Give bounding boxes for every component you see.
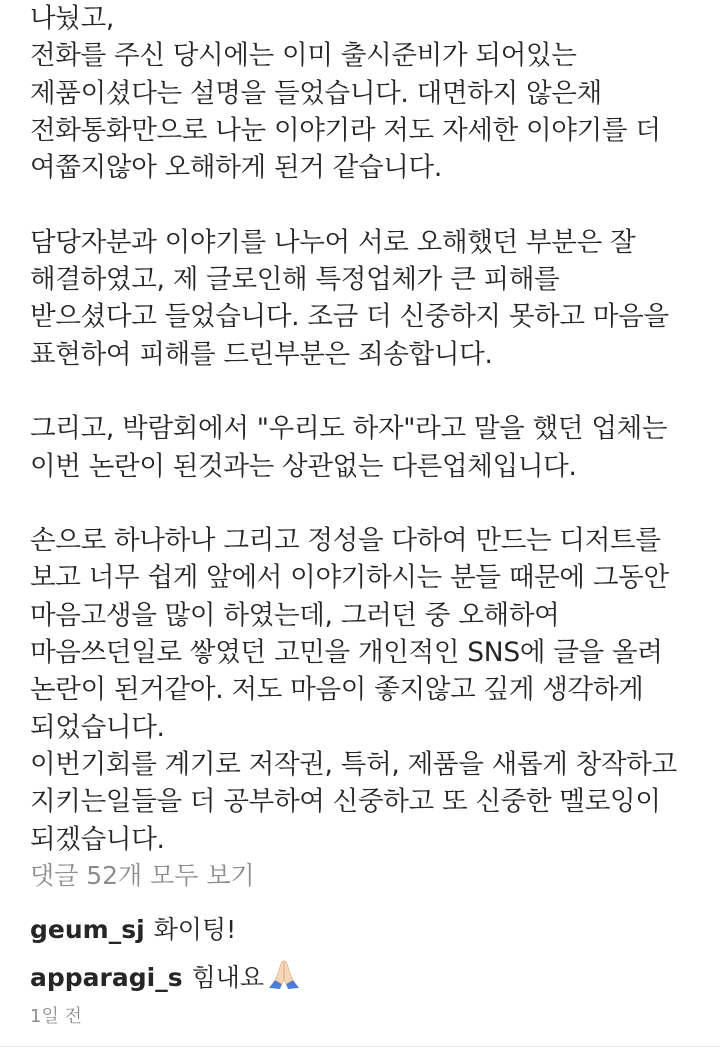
caption-blank-line xyxy=(30,485,710,522)
caption-line: 받으셨다고 들었습니다. 조금 더 신중하지 못하고 마음을 xyxy=(30,301,669,333)
post-timestamp: 1일 전 xyxy=(30,1006,82,1027)
caption-line: 지키는일들을 더 공부하여 신중하고 또 신중한 멜로잉이 xyxy=(30,786,661,818)
caption-line: 마음쓰던일로 쌓였던 고민을 개인적인 SNS에 글을 올려 xyxy=(30,637,663,669)
caption-line: 해결하였고, 제 글로인해 특정업체가 큰 피해를 xyxy=(30,264,560,296)
comment-username[interactable]: geum_sj xyxy=(30,915,145,944)
caption-line: 되었습니다. xyxy=(30,711,165,743)
comment-text: 힘내요 xyxy=(191,963,265,992)
caption-line: 논란이 된거같아. 저도 마음이 좋지않고 깊게 생각하게 xyxy=(30,674,644,706)
comment xyxy=(30,912,236,948)
divider xyxy=(0,1046,720,1047)
caption-line: 마음고생을 많이 하였는데, 그러던 중 오해하여 xyxy=(30,599,560,631)
caption-line: 되겠습니다. xyxy=(30,823,165,855)
caption-line: 그리고, 박람회에서 "우리도 하자"라고 말을 했던 업체는 xyxy=(30,413,668,445)
caption-line: 보고 너무 쉽게 앞에서 이야기하시는 분들 때문에 그동안 xyxy=(30,562,669,594)
caption-line: 나눴고, xyxy=(30,3,115,34)
caption-line: 제품이셨다는 설명을 들었습니다. 대면하지 않은채 xyxy=(30,77,602,109)
comment xyxy=(30,958,302,1000)
post-caption xyxy=(30,0,710,858)
folded-hands-icon xyxy=(266,958,302,1000)
caption-line: 전화를 주신 당시에는 이미 출시준비가 되어있는 xyxy=(30,40,577,72)
caption-blank-line xyxy=(30,373,710,410)
caption-blank-line xyxy=(30,186,710,223)
caption-line: 담당자분과 이야기를 나누어 서로 오해했던 부분은 잘 xyxy=(30,226,636,258)
comment-text: 화이팅! xyxy=(153,915,237,944)
caption-line: 이번기회를 계기로 저작권, 특허, 제품을 새롭게 창작하고 xyxy=(30,748,677,780)
caption-line: 여쭙지않아 오해하게 된거 같습니다. xyxy=(30,152,442,184)
comment-username[interactable]: apparagi_s xyxy=(30,963,183,992)
caption-line: 표현하여 피해를 드린부분은 죄송합니다. xyxy=(30,338,493,370)
caption-line: 이번 논란이 된것과는 상관없는 다른업체입니다. xyxy=(30,450,577,482)
view-all-comments-link[interactable]: 댓글 52개 모두 보기 xyxy=(30,861,255,890)
caption-line: 전화통화만으로 나눈 이야기라 저도 자세한 이야기를 더 xyxy=(30,114,661,146)
caption-line: 손으로 하나하나 그리고 정성을 다하여 만드는 디저트를 xyxy=(30,525,661,557)
